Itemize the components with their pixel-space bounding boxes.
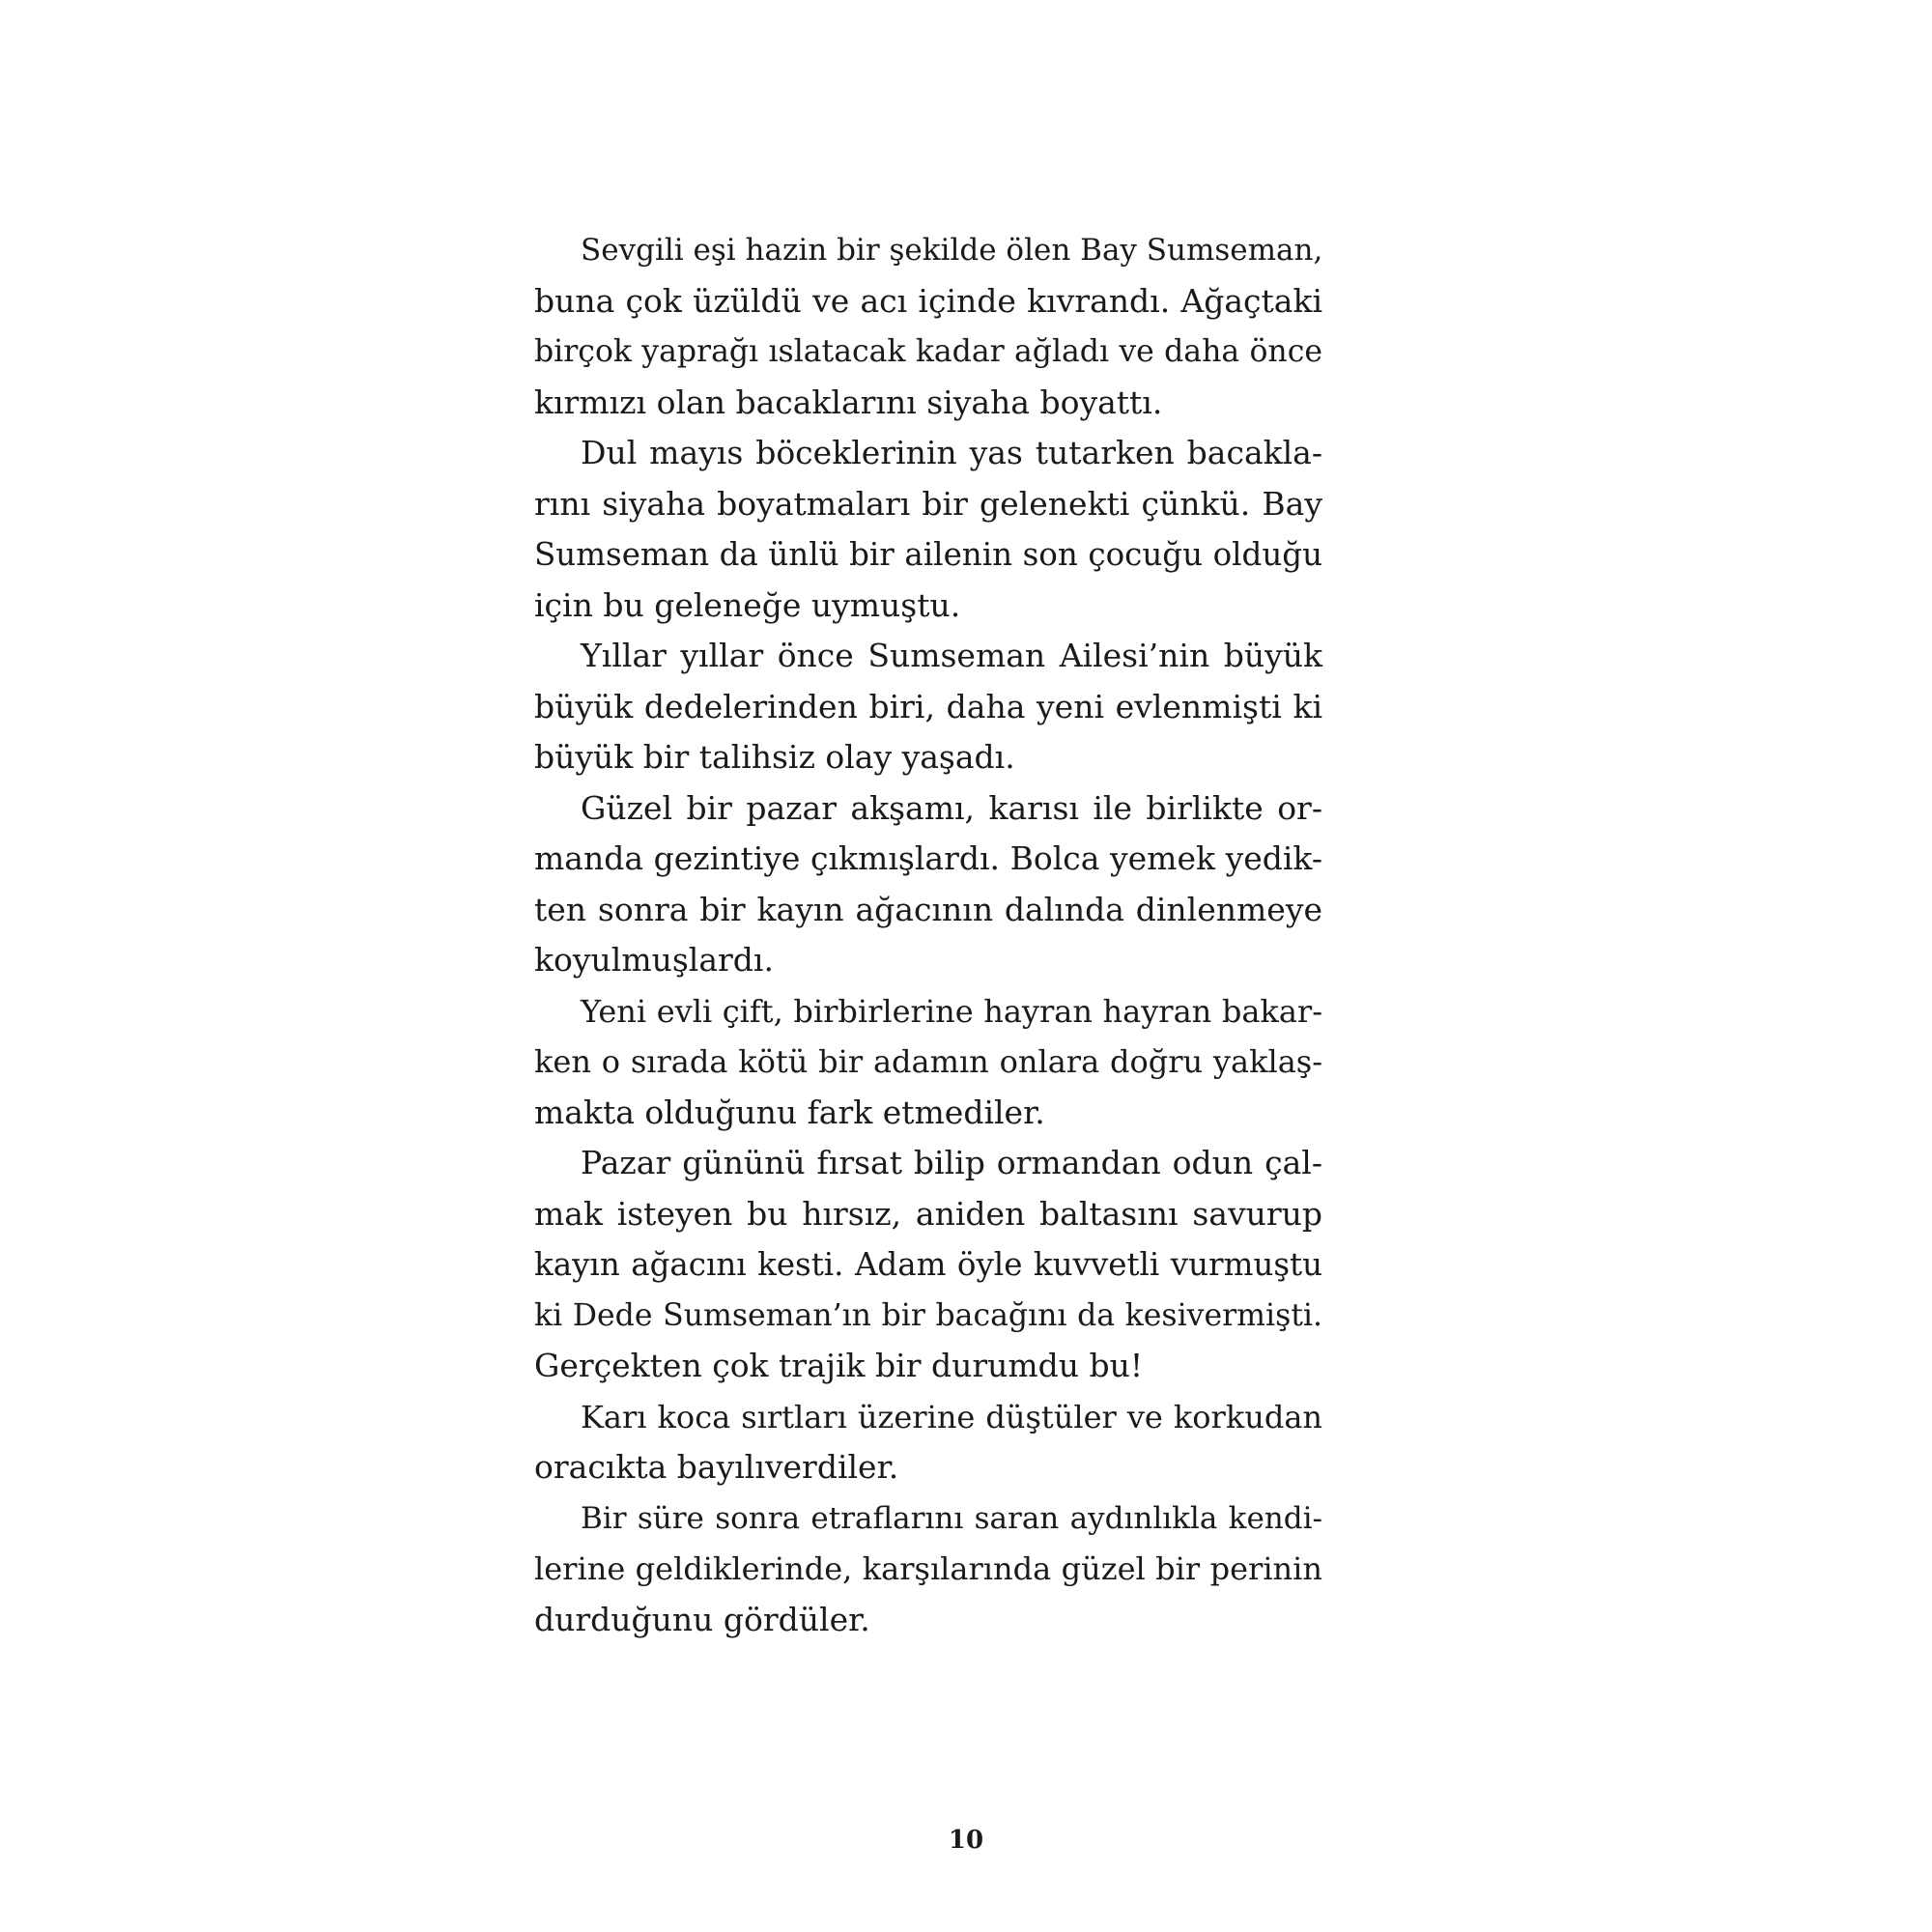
text-line: kayın ağacını kesti. Adam öyle kuvvetli vurmuştu [534, 1246, 1322, 1283]
text-line: birçok yaprağı ıslatacak kadar ağladı ve daha önce [534, 334, 1322, 369]
text-line: ken o sırada kötü bir adamın onlara doğru yaklaş- [534, 1043, 1322, 1080]
text-line: ki Dede Sumseman’ın bir bacağını da kesivermişti. [534, 1297, 1322, 1333]
paragraph-first-line: Sevgili eşi hazin bir şekilde ölen Bay Sumseman, [581, 233, 1323, 268]
paragraph-first-line: Bir süre sonra etraflarını saran aydınlıkla kendi- [581, 1500, 1322, 1536]
text-line: mak isteyen bu hırsız, aniden baltasını savurup [534, 1194, 1322, 1233]
text-line: kırmızı olan bacaklarını siyaha boyattı. [534, 383, 1163, 421]
text-line: makta olduğunu fark etmediler. [534, 1093, 1045, 1131]
text-line: manda gezintiye çıkmışlardı. Bolca yemek yedik- [534, 839, 1322, 877]
paragraph-first-line: Pazar gününü fırsat bilip ormandan odun çal- [581, 1144, 1322, 1181]
paragraph-first-line: Yıllar yıllar önce Sumseman Ailesi’nin büyük [581, 637, 1322, 674]
text-line: rını siyaha boyatmaları bir gelenekti çünkü. Bay [534, 484, 1322, 523]
text-line: Gerçekten çok trajik bir durumdu bu! [534, 1347, 1144, 1384]
text-line: buna çok üzüldü ve acı içinde kıvrandı. Ağaçtaki [534, 281, 1322, 320]
text-line: ten sonra bir kayın ağacının dalında dinlenmeye [534, 890, 1322, 928]
body-text [534, 225, 1322, 1645]
paragraph-first-line: Dul mayıs böceklerinin yas tutarken bacakla- [581, 434, 1322, 471]
paragraph-first-line: Yeni evli çift, birbirlerine hayran hayran bakar- [581, 992, 1322, 1030]
text-line: lerine geldiklerinde, karşılarında güzel bir perinin [534, 1550, 1322, 1587]
text-line: büyük bir talihsiz olay yaşadı. [534, 738, 1015, 776]
text-line: durduğunu gördüler. [534, 1600, 870, 1638]
page-number: 10 [948, 1826, 984, 1855]
text-line: için bu geleneğe uymuştu. [534, 585, 961, 624]
text-line: koyulmuşlardı. [534, 941, 774, 979]
text-line: oracıkta bayılıverdiler. [534, 1448, 899, 1486]
text-line: Sumseman da ünlü bir ailenin son çocuğu olduğu [534, 536, 1322, 573]
text-line: büyük dedelerinden biri, daha yeni evlenmişti ki [534, 687, 1322, 725]
paragraph-first-line: Karı koca sırtları üzerine düştüler ve korkudan [581, 1398, 1322, 1435]
paragraph-first-line: Güzel bir pazar akşamı, karısı ile birlikte or- [581, 788, 1322, 827]
